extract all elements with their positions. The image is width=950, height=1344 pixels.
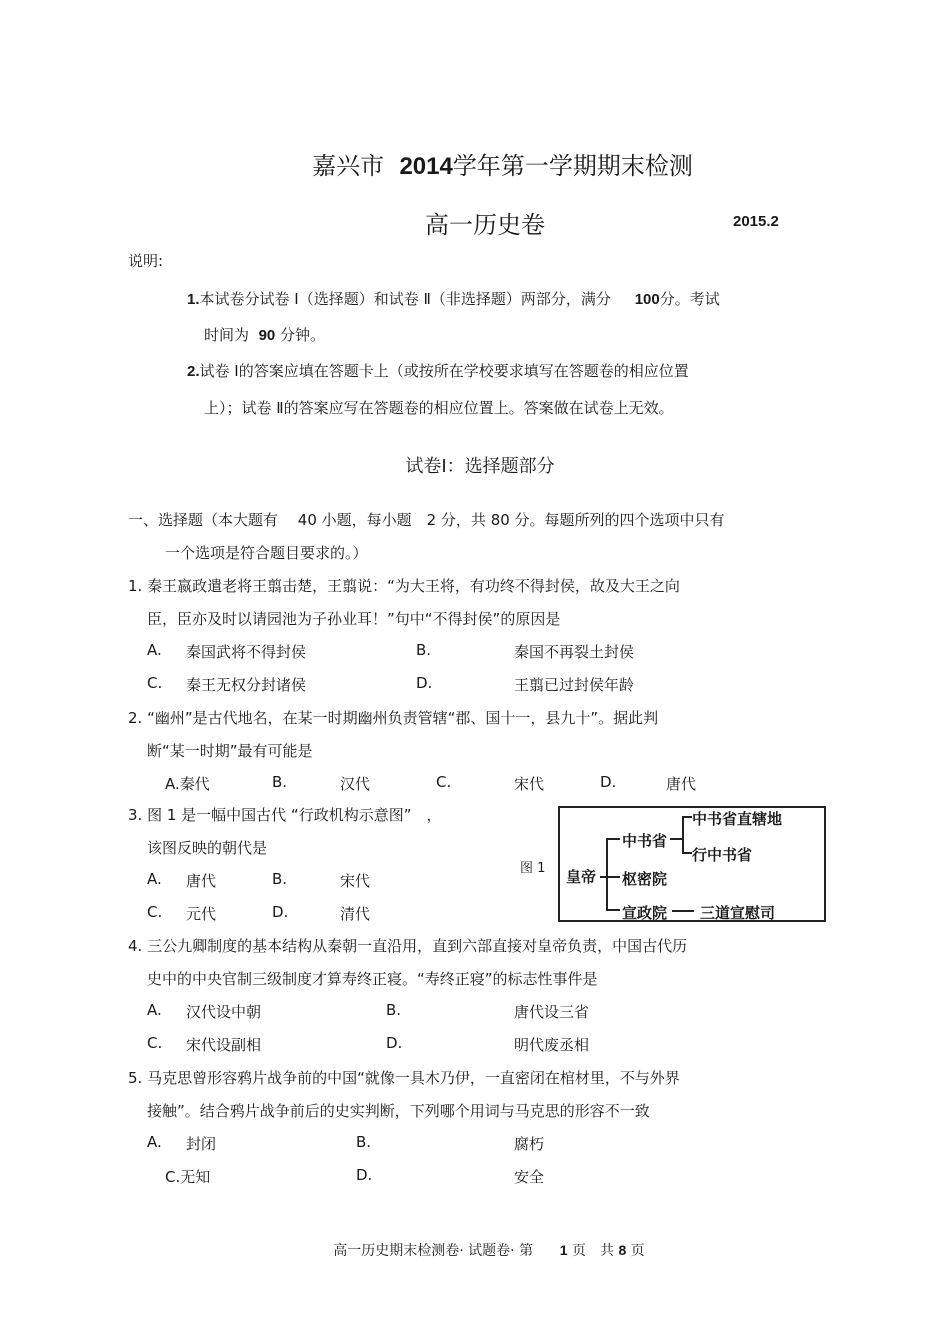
q4-option-d-text: 明代废丞相 bbox=[514, 1036, 590, 1054]
instructions-line-1: 一、选择题（本大题有 40 小题，每小题 2 分，共 80 分。每题所列的四个选项中只有 bbox=[128, 511, 725, 529]
figure-label: 图 1 bbox=[520, 861, 546, 876]
section-title: 试卷Ⅰ：选择题部分 bbox=[405, 456, 555, 477]
node-sandao: 三道宣慰司 bbox=[700, 904, 776, 922]
q4-option-b-letter[interactable]: B. bbox=[386, 1001, 402, 1019]
q5-stem-line-2: 接触”。结合鸦片战争前后的史实判断，下列哪个用词与马克思的形容不一致 bbox=[147, 1102, 650, 1120]
node-emperor: 皇帝 bbox=[566, 868, 597, 886]
q4-option-c-text: 宋代设副相 bbox=[186, 1036, 262, 1054]
note-2-line-1: 2.试卷 Ⅰ的答案应填在答题卡上（或按所在学校要求填写在答题卷的相应位置 bbox=[187, 362, 689, 380]
notes-label: 说明: bbox=[128, 252, 164, 270]
q3-option-c-text: 元代 bbox=[186, 905, 217, 923]
q1-option-c-letter[interactable]: C. bbox=[147, 674, 163, 692]
exam-date: 2015.2 bbox=[733, 213, 779, 230]
q2-option-b-text: 汉代 bbox=[340, 775, 371, 793]
node-zhongshu: 中书省 bbox=[622, 832, 668, 850]
q2-option-c-text: 宋代 bbox=[514, 775, 545, 793]
exam-subtitle: 高一历史卷 bbox=[425, 211, 545, 239]
node-zhixia: 中书省直辖地 bbox=[692, 810, 783, 828]
q4-option-a-text: 汉代设中朝 bbox=[186, 1003, 262, 1021]
q3-option-b-letter[interactable]: B. bbox=[272, 870, 288, 888]
footer-page-number: 1 bbox=[559, 1242, 568, 1258]
q1-stem-line-2: 臣，臣亦及时以请园池为子孙业耳！”句中“不得封侯”的原因是 bbox=[147, 610, 561, 628]
q2-option-c-letter[interactable]: C. bbox=[436, 773, 452, 791]
q3-option-a-letter[interactable]: A. bbox=[147, 870, 162, 888]
q4-stem-line-1: 4. 三公九卿制度的基本结构从秦朝一直沿用，直到六部直接对皇帝负责，中国古代历 bbox=[128, 937, 688, 955]
q4-option-b-text: 唐代设三省 bbox=[514, 1003, 590, 1021]
q4-stem-line-2: 史中的中央官制三级制度才算寿终正寝。“寿终正寝”的标志性事件是 bbox=[147, 970, 598, 988]
q5-option-a-text: 封闭 bbox=[186, 1135, 217, 1153]
q1-option-b-letter[interactable]: B. bbox=[416, 641, 432, 659]
q2-option-d-text: 唐代 bbox=[666, 775, 697, 793]
exam-title bbox=[0, 146, 950, 181]
q4-option-a-letter[interactable]: A. bbox=[147, 1001, 162, 1019]
q5-option-d-text: 安全 bbox=[514, 1168, 545, 1186]
note-1-line-1: 1.本试卷分试卷 Ⅰ（选择题）和试卷 Ⅱ（非选择题）两部分，满分 100分。考试 bbox=[187, 290, 720, 308]
q3-stem-line-1: 3. 图 1 是一幅中国古代 “行政机构示意图” ， bbox=[128, 806, 442, 824]
admin-structure-diagram bbox=[558, 806, 826, 922]
q5-option-d-letter[interactable]: D. bbox=[356, 1166, 373, 1184]
q1-option-d-letter[interactable]: D. bbox=[416, 674, 433, 692]
title-city: 嘉兴市 bbox=[312, 152, 385, 180]
node-xingsheng: 行中书省 bbox=[692, 846, 753, 864]
q1-option-b-text: 秦国不再裂土封侯 bbox=[514, 643, 635, 661]
q2-option-d-letter[interactable]: D. bbox=[600, 773, 617, 791]
q1-option-d-text: 王翦已过封侯年龄 bbox=[514, 676, 635, 694]
q2-option-a[interactable]: A.秦代 bbox=[165, 775, 210, 793]
q3-stem-line-2: 该图反映的朝代是 bbox=[147, 839, 268, 857]
q5-option-a-letter[interactable]: A. bbox=[147, 1133, 162, 1151]
q1-option-a-letter[interactable]: A. bbox=[147, 641, 162, 659]
node-shumi: 枢密院 bbox=[622, 870, 668, 888]
q5-option-b-letter[interactable]: B. bbox=[356, 1133, 372, 1151]
q1-option-c-text: 秦王无权分封诸侯 bbox=[186, 676, 307, 694]
instructions-line-2: 一个选项是符合题目要求的。） bbox=[165, 544, 368, 562]
q3-option-a-text: 唐代 bbox=[186, 872, 217, 890]
footer-total-pages: 8 bbox=[618, 1242, 627, 1258]
q5-option-b-text: 腐朽 bbox=[514, 1135, 545, 1153]
title-year: 2014 bbox=[399, 153, 453, 180]
q1-stem-line-1: 1. 秦王嬴政遣老将王翦击楚，王翦说：“为大王将，有功终不得封侯，故及大王之向 bbox=[128, 577, 680, 595]
page-footer: 高一历史期末检测卷· 试题卷· 第 1 页 共 8 页 bbox=[333, 1242, 645, 1259]
note-1-line-2: 时间为 90 分钟。 bbox=[204, 326, 326, 344]
q3-option-d-letter[interactable]: D. bbox=[272, 903, 289, 921]
q3-option-c-letter[interactable]: C. bbox=[147, 903, 163, 921]
q3-option-b-text: 宋代 bbox=[340, 872, 371, 890]
q4-option-c-letter[interactable]: C. bbox=[147, 1034, 163, 1052]
q2-stem-line-2: 断“某一时期”最有可能是 bbox=[147, 742, 313, 760]
q5-option-c[interactable]: C.无知 bbox=[165, 1168, 211, 1186]
node-xuanzheng: 宣政院 bbox=[622, 904, 668, 922]
title-term: 学年第一学期期末检测 bbox=[452, 152, 693, 180]
note-2-line-2: 上）；试卷 Ⅱ的答案应写在答题卷的相应位置上。答案做在试卷上无效。 bbox=[204, 399, 674, 417]
q2-stem-line-1: 2. “幽州”是古代地名，在某一时期幽州负责管辖“郡、国十一，县九十”。据此判 bbox=[128, 709, 659, 727]
q1-option-a-text: 秦国武将不得封侯 bbox=[186, 643, 307, 661]
q4-option-d-letter[interactable]: D. bbox=[386, 1034, 403, 1052]
q3-option-d-text: 清代 bbox=[340, 905, 371, 923]
q2-option-b-letter[interactable]: B. bbox=[272, 773, 288, 791]
q5-stem-line-1: 5. 马克思曾形容鸦片战争前的中国“就像一具木乃伊，一直密闭在棺材里，不与外界 bbox=[128, 1069, 680, 1087]
